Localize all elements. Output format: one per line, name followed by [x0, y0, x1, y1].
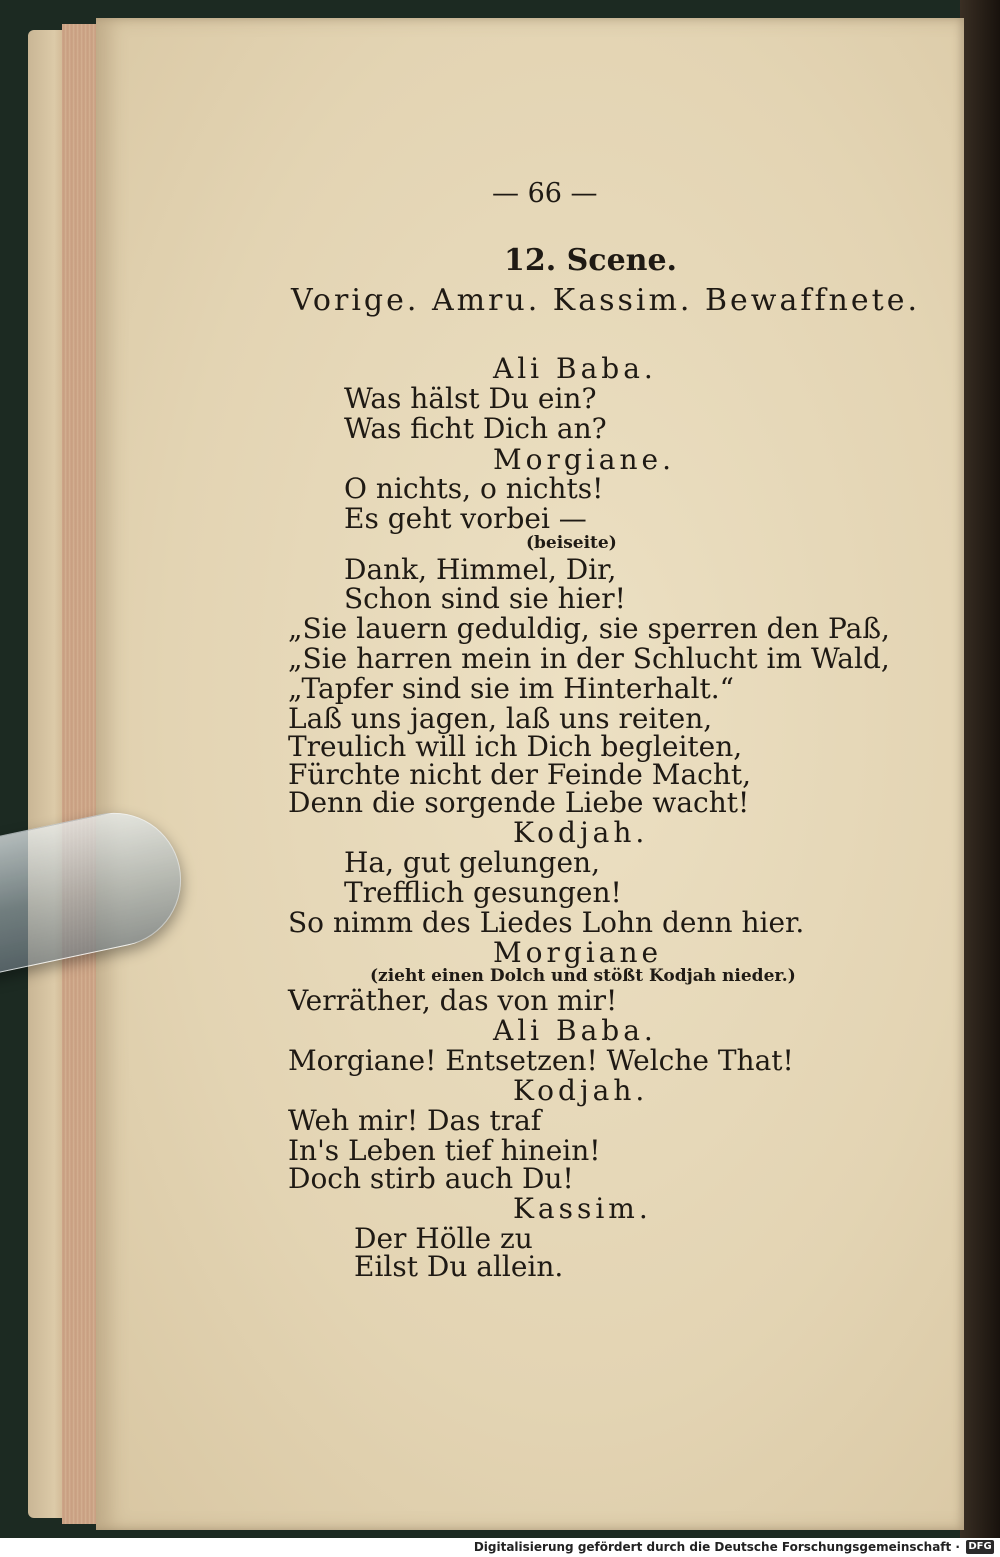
footer-credit: Digitalisierung gefördert durch die Deutsche Forschungsgemeinschaft · — [473, 1540, 960, 1554]
scene-heading: 12. Scene. — [504, 243, 677, 278]
verse-line: Doch stirb auch Du! — [288, 1162, 574, 1195]
verse-line: Der Hölle zu — [354, 1222, 533, 1255]
verse-line: Morgiane! Entsetzen! Welche That! — [288, 1044, 794, 1077]
page-number: — 66 — — [492, 178, 598, 209]
speaker-kodjah: Kodjah. — [513, 816, 649, 849]
dfg-logo-icon: DFG — [966, 1540, 994, 1554]
verse-line: „Sie lauern geduldig, sie sperren den Paß, — [288, 612, 890, 645]
verse-line: Weh mir! Das traf — [288, 1104, 542, 1137]
verse-line: Was hälst Du ein? — [344, 382, 597, 415]
verse-line: O nichts, o nichts! — [344, 472, 604, 505]
book-page — [96, 18, 964, 1530]
verse-line: Denn die sorgende Liebe wacht! — [288, 786, 750, 819]
verse-line: Verräther, das von mir! — [288, 984, 618, 1017]
speaker-morgiane: Morgiane. — [493, 443, 675, 476]
verse-line: Dank, Himmel, Dir, — [344, 553, 617, 586]
dark-background-right — [960, 0, 1000, 1557]
verse-line: „Tapfer sind sie im Hinterhalt.“ — [288, 672, 734, 705]
verse-line: Was ficht Dich an? — [344, 412, 607, 445]
verse-line: Laß uns jagen, laß uns reiten, — [288, 702, 713, 735]
verse-line: So nimm des Liedes Lohn denn hier. — [288, 906, 805, 939]
verse-line: Eilst Du allein. — [354, 1250, 564, 1283]
stage-direction: (zieht einen Dolch und stößt Kodjah nieder.) — [370, 966, 796, 986]
verse-line: „Sie harren mein in der Schlucht im Wald, — [288, 642, 890, 675]
speaker-kodjah: Kodjah. — [513, 1074, 649, 1107]
verse-line: Schon sind sie hier! — [344, 582, 626, 615]
verse-line: Trefflich gesungen! — [344, 876, 622, 909]
verse-line: In's Leben tief hinein! — [288, 1134, 601, 1167]
speaker-morgiane: Morgiane — [493, 936, 663, 969]
speaker-ali-baba: Ali Baba. — [493, 352, 657, 385]
speaker-kassim: Kassim. — [513, 1192, 652, 1225]
stage-direction: (beiseite) — [526, 533, 617, 553]
speaker-ali-baba: Ali Baba. — [493, 1014, 657, 1047]
footer-bar — [0, 1538, 1000, 1557]
verse-line: Treulich will ich Dich begleiten, — [288, 730, 743, 763]
verse-line: Es geht vorbei — — [344, 502, 587, 535]
verse-line: Ha, gut gelungen, — [344, 846, 600, 879]
cast-list: Vorige. Amru. Kassim. Bewaffnete. — [291, 283, 920, 318]
verse-line: Fürchte nicht der Feinde Macht, — [288, 758, 751, 791]
